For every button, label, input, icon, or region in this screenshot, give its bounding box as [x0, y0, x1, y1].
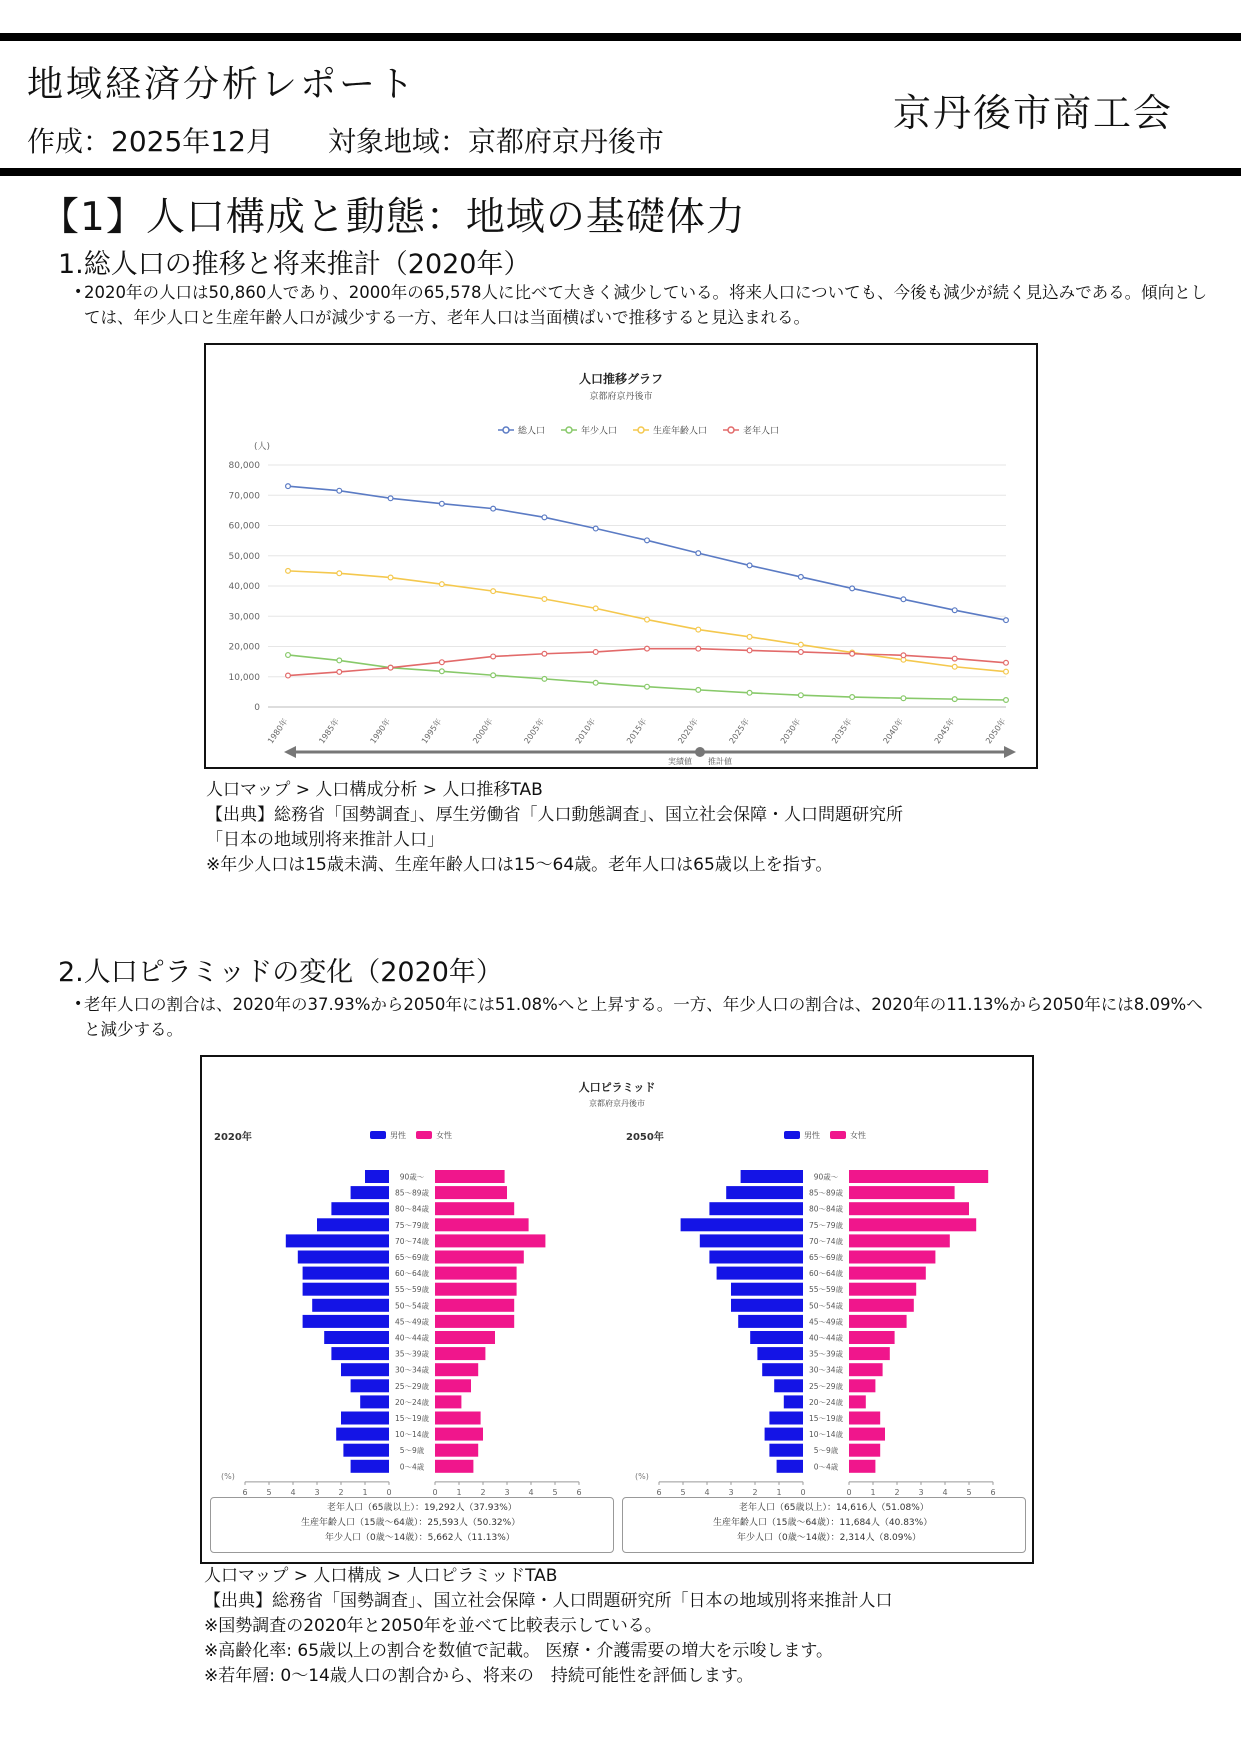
created-date: 作成：2025年12月 — [27, 125, 274, 158]
x-axis-unit: (%) — [221, 1471, 235, 1481]
age-group-label: 5～9歳 — [813, 1446, 839, 1456]
age-group-label: 50～54歳 — [808, 1301, 844, 1311]
male-bar — [331, 1202, 389, 1215]
y-tick-label: 70,000 — [228, 491, 260, 502]
population-pyramid-chart-frame — [200, 1055, 1034, 1564]
data-point — [593, 650, 598, 655]
chart-subtitle: 京都府京丹後市 — [589, 392, 653, 402]
data-point — [286, 484, 291, 489]
female-bar — [849, 1234, 950, 1247]
female-bar — [435, 1363, 478, 1376]
x-tick-label: 2 — [894, 1487, 900, 1497]
female-bar — [435, 1460, 473, 1473]
data-point — [645, 646, 650, 651]
stats-box-2050 — [622, 1497, 1026, 1553]
x-tick-label: 2050年 — [983, 716, 1008, 746]
data-point — [952, 656, 957, 661]
part2-bullet-text: 老年人口の割合は、2020年の37.93%から2050年には51.08%へと上昇する。一方、年少人口の割合は、2020年の11.13%から2050年には8.09%へと減少する。 — [84, 995, 1203, 1039]
female-bar — [435, 1379, 471, 1392]
population-trend-chart-frame — [204, 343, 1038, 769]
x-tick-label: 1990年 — [368, 716, 393, 746]
data-point — [798, 693, 803, 698]
legend-label: 老年人口 — [743, 426, 780, 437]
population-trend-chart — [206, 345, 1036, 767]
data-point — [747, 563, 752, 568]
legend-label: 総人口 — [518, 426, 546, 437]
source-line: 【出典】総務省「国勢調査」、厚生労働省「人口動態調査」、国立社会保障・人口問題研究所 — [206, 805, 903, 825]
data-point — [388, 665, 393, 670]
male-bar — [303, 1267, 389, 1280]
stat-working-2020: 生産年齢人口（15歳～64歳）：25,593人（50.32%） — [301, 1518, 521, 1528]
male-bar — [717, 1267, 803, 1280]
x-tick-label: 1 — [870, 1487, 876, 1497]
male-bar — [341, 1363, 389, 1376]
legend-female-swatch — [416, 1131, 432, 1139]
x-tick-label: 1980年 — [265, 716, 290, 746]
male-bar — [741, 1170, 803, 1183]
timeline-divider-marker — [695, 747, 705, 757]
data-point — [850, 651, 855, 656]
female-bar — [849, 1170, 988, 1183]
x-tick-label: 0 — [432, 1487, 438, 1497]
x-tick-label: 2035年 — [830, 716, 854, 746]
data-point — [747, 690, 752, 695]
age-group-label: 40～44歳 — [394, 1333, 430, 1343]
male-bar — [365, 1170, 389, 1183]
age-group-label: 90歳～ — [813, 1172, 839, 1182]
part1-title: 1.総人口の推移と将来推計（2020年） — [58, 249, 531, 280]
timeline-forecast-label: 推計値 — [708, 757, 732, 766]
data-point — [798, 650, 803, 655]
female-bar — [849, 1412, 880, 1425]
age-group-label: 30～34歳 — [394, 1365, 430, 1375]
data-point — [798, 575, 803, 580]
data-point — [286, 673, 291, 678]
legend-male-swatch — [370, 1131, 386, 1139]
timeline-right-arrow-icon — [1004, 746, 1016, 758]
age-group-label: 55～59歳 — [808, 1285, 844, 1295]
y-tick-label: 20,000 — [228, 642, 260, 653]
source-line: ※国勢調査の2020年と2050年を並べて比較表示している。 — [204, 1616, 662, 1636]
x-tick-label: 2010年 — [573, 716, 598, 746]
data-point — [542, 597, 547, 602]
female-bar — [849, 1428, 885, 1441]
male-bar — [777, 1460, 803, 1473]
male-bar — [360, 1395, 389, 1408]
x-tick-label: 2000年 — [471, 716, 495, 746]
y-tick-label: 50,000 — [228, 551, 260, 562]
panel-year-label: 2020年 — [214, 1132, 252, 1143]
age-group-label: 10～14歳 — [394, 1430, 430, 1440]
male-bar — [351, 1460, 389, 1473]
female-bar — [849, 1379, 875, 1392]
data-point — [439, 582, 444, 587]
data-point — [491, 506, 496, 511]
source-line: ※高齢化率: 65歳以上の割合を数値で記載。 医療・介護需要の増大を示唆します。 — [204, 1641, 834, 1661]
data-point — [286, 568, 291, 573]
data-point — [696, 627, 701, 632]
age-group-label: 60～64歳 — [394, 1269, 430, 1279]
x-tick-label: 5 — [552, 1487, 558, 1497]
x-tick-label: 4 — [528, 1487, 534, 1497]
legend-female-label: 女性 — [850, 1131, 866, 1140]
female-bar — [435, 1267, 517, 1280]
female-bar — [435, 1331, 495, 1344]
x-tick-label: 3 — [728, 1487, 734, 1497]
x-tick-label: 3 — [918, 1487, 924, 1497]
legend-male-label: 男性 — [804, 1131, 820, 1140]
age-group-label: 35～39歳 — [808, 1349, 844, 1359]
organization-name: 京丹後市商工会 — [893, 91, 1174, 135]
female-bar — [849, 1395, 866, 1408]
x-tick-label: 2 — [752, 1487, 758, 1497]
bullet-icon: • — [74, 996, 83, 1012]
female-bar — [435, 1202, 514, 1215]
age-group-label: 85～89歳 — [394, 1188, 430, 1198]
data-point — [747, 634, 752, 639]
age-group-label: 15～19歳 — [808, 1414, 844, 1423]
female-bar — [435, 1251, 524, 1264]
x-tick-label: 2040年 — [881, 716, 906, 746]
x-tick-label: 2005年 — [522, 716, 547, 746]
male-bar — [303, 1315, 389, 1328]
male-bar — [762, 1363, 803, 1376]
age-group-label: 65～69歳 — [808, 1253, 844, 1262]
data-point — [388, 575, 393, 580]
legend-label: 年少人口 — [581, 426, 618, 437]
female-bar — [435, 1299, 514, 1312]
part2-bullet — [74, 992, 1214, 1042]
data-point — [593, 606, 598, 611]
data-point — [593, 526, 598, 531]
age-group-label: 50～54歳 — [394, 1301, 430, 1311]
data-point — [1004, 660, 1009, 665]
data-point — [337, 571, 342, 576]
source-line: ※若年層: 0～14歳人口の割合から、将来の 持続可能性を評価します。 — [204, 1666, 754, 1686]
female-bar — [849, 1283, 916, 1296]
age-group-label: 35～39歳 — [394, 1349, 430, 1359]
x-tick-label: 6 — [656, 1487, 662, 1497]
male-bar — [336, 1428, 389, 1441]
x-tick-label: 2 — [338, 1487, 344, 1497]
data-point — [337, 670, 342, 675]
age-group-label: 40～44歳 — [808, 1333, 844, 1343]
x-tick-label: 2030年 — [778, 716, 803, 746]
age-group-label: 75～79歳 — [808, 1220, 844, 1230]
female-bar — [849, 1186, 955, 1199]
x-tick-label: 3 — [314, 1487, 320, 1497]
male-bar — [317, 1218, 389, 1231]
data-point — [901, 696, 906, 701]
age-group-label: 90歳～ — [399, 1172, 425, 1182]
age-group-label: 70～74歳 — [394, 1236, 430, 1246]
x-tick-label: 4 — [942, 1487, 948, 1497]
data-point — [439, 660, 444, 665]
data-point — [645, 684, 650, 689]
x-tick-label: 4 — [704, 1487, 710, 1497]
x-tick-label: 2020年 — [676, 716, 700, 746]
x-tick-label: 6 — [990, 1487, 996, 1497]
report-title: 地域経済分析レポート — [27, 64, 418, 105]
male-bar — [351, 1186, 389, 1199]
female-bar — [849, 1267, 926, 1280]
female-bar — [435, 1218, 529, 1231]
y-tick-label: 80,000 — [228, 461, 260, 471]
data-point — [1004, 618, 1009, 623]
female-bar — [849, 1347, 890, 1360]
data-point — [696, 687, 701, 692]
stat-young-2050: 年少人口（0歳～14歳）：2,314人（8.09%） — [737, 1533, 922, 1543]
header-bottom-rule — [0, 168, 1241, 176]
x-tick-label: 1 — [456, 1487, 462, 1497]
x-tick-label: 0 — [800, 1487, 806, 1497]
female-bar — [849, 1251, 935, 1264]
panel-year-label: 2050年 — [626, 1132, 664, 1143]
male-bar — [681, 1218, 803, 1231]
chart-subtitle: 京都府京丹後市 — [589, 1099, 645, 1108]
female-bar — [435, 1428, 483, 1441]
series-line — [288, 655, 1006, 700]
data-point — [850, 586, 855, 591]
x-tick-label: 1985年 — [317, 716, 341, 746]
age-group-label: 60～64歳 — [808, 1269, 844, 1279]
data-point — [952, 697, 957, 702]
male-bar — [709, 1251, 803, 1264]
age-group-label: 45～49歳 — [808, 1317, 844, 1327]
x-tick-label: 1 — [362, 1487, 368, 1497]
male-bar — [731, 1299, 803, 1312]
source-line: 人口マップ > 人口構成 > 人口ピラミッドTAB — [204, 1566, 558, 1586]
age-group-label: 70～74歳 — [808, 1236, 844, 1246]
source-line: 【出典】総務省「国勢調査」、国立社会保障・人口問題研究所「日本の地域別将来推計人口 — [204, 1591, 893, 1611]
age-group-label: 80～84歳 — [808, 1204, 844, 1214]
female-bar — [435, 1315, 514, 1328]
data-point — [542, 515, 547, 520]
male-bar — [731, 1283, 803, 1296]
data-point — [696, 551, 701, 556]
male-bar — [298, 1251, 389, 1264]
male-bar — [331, 1347, 389, 1360]
age-group-label: 75～79歳 — [394, 1220, 430, 1230]
x-tick-label: 2045年 — [932, 716, 957, 746]
part2-title: 2.人口ピラミッドの変化（2020年） — [58, 957, 503, 988]
data-point — [286, 653, 291, 658]
female-bar — [849, 1218, 976, 1231]
male-bar — [784, 1395, 803, 1408]
header-top-rule — [0, 33, 1241, 41]
age-group-label: 30～34歳 — [808, 1365, 844, 1375]
x-tick-label: 6 — [576, 1487, 582, 1497]
data-point — [593, 680, 598, 685]
part2-source-notes — [204, 1564, 893, 1689]
data-point — [491, 654, 496, 659]
legend-label: 生産年齢人口 — [653, 426, 708, 437]
legend-male-swatch — [784, 1131, 800, 1139]
female-bar — [849, 1331, 895, 1344]
data-point — [1004, 698, 1009, 703]
x-tick-label: 1995年 — [419, 716, 444, 746]
female-bar — [849, 1202, 969, 1215]
age-group-label: 85～89歳 — [808, 1188, 844, 1198]
male-bar — [351, 1379, 389, 1392]
stat-elderly-2020: 老年人口（65歳以上）：19,292人（37.93%） — [327, 1503, 517, 1513]
male-bar — [341, 1412, 389, 1425]
x-tick-label: 6 — [242, 1487, 248, 1497]
female-bar — [849, 1363, 883, 1376]
legend-marker — [638, 427, 644, 433]
data-point — [952, 664, 957, 669]
male-bar — [738, 1315, 803, 1328]
age-group-label: 25～29歳 — [808, 1381, 844, 1391]
source-line: 「日本の地域別将来推計人口」 — [206, 830, 444, 850]
y-tick-label: 30,000 — [228, 612, 260, 623]
data-point — [337, 658, 342, 663]
population-pyramid-chart — [202, 1057, 1032, 1562]
timeline-actual-label: 実績値 — [668, 757, 692, 766]
legend-marker — [728, 427, 734, 433]
x-axis-unit: (%) — [635, 1471, 649, 1481]
y-axis-unit: (人) — [254, 442, 271, 452]
male-bar — [286, 1234, 389, 1247]
legend-female-swatch — [830, 1131, 846, 1139]
age-group-label: 20～24歳 — [808, 1397, 844, 1407]
part1-bullet — [74, 280, 1214, 330]
age-group-label: 25～29歳 — [394, 1381, 430, 1391]
data-point — [901, 597, 906, 602]
stat-elderly-2050: 老年人口（65歳以上）：14,616人（51.08%） — [739, 1503, 929, 1513]
female-bar — [849, 1444, 880, 1457]
chart-title: 人口ピラミッド — [578, 1081, 656, 1094]
y-tick-label: 40,000 — [228, 582, 260, 592]
female-bar — [849, 1299, 914, 1312]
data-point — [337, 488, 342, 493]
male-bar — [700, 1234, 803, 1247]
x-tick-label: 3 — [504, 1487, 510, 1497]
male-bar — [769, 1412, 803, 1425]
source-line: 人口マップ > 人口構成分析 > 人口推移TAB — [206, 780, 543, 800]
male-bar — [303, 1283, 389, 1296]
male-bar — [757, 1347, 803, 1360]
male-bar — [709, 1202, 803, 1215]
female-bar — [435, 1444, 478, 1457]
stats-box-2020 — [210, 1497, 614, 1553]
female-bar — [435, 1283, 517, 1296]
legend-female-label: 女性 — [436, 1131, 452, 1140]
series-line — [288, 649, 1006, 676]
age-group-label: 10～14歳 — [808, 1430, 844, 1440]
male-bar — [750, 1331, 803, 1344]
data-point — [388, 496, 393, 501]
data-point — [491, 589, 496, 594]
bullet-icon: • — [74, 284, 83, 300]
female-bar — [435, 1412, 481, 1425]
legend-marker — [503, 427, 509, 433]
report-meta — [27, 120, 664, 160]
x-tick-label: 1 — [776, 1487, 782, 1497]
y-tick-label: 60,000 — [228, 521, 260, 532]
data-point — [645, 538, 650, 543]
female-bar — [849, 1460, 875, 1473]
target-region: 対象地域：京都府京丹後市 — [327, 125, 664, 158]
part1-source-notes — [206, 778, 903, 878]
age-group-label: 0～4歳 — [399, 1462, 425, 1472]
data-point — [542, 651, 547, 656]
male-bar — [774, 1379, 803, 1392]
male-bar — [765, 1428, 803, 1441]
data-point — [439, 501, 444, 506]
data-point — [542, 676, 547, 681]
age-group-label: 65～69歳 — [394, 1253, 430, 1262]
data-point — [952, 608, 957, 613]
age-group-label: 20～24歳 — [394, 1397, 430, 1407]
data-point — [901, 653, 906, 658]
male-bar — [726, 1186, 803, 1199]
x-tick-label: 2015年 — [624, 716, 649, 746]
female-bar — [435, 1186, 507, 1199]
y-tick-label: 10,000 — [228, 672, 260, 683]
age-group-label: 55～59歳 — [394, 1285, 430, 1295]
series-line — [288, 486, 1006, 620]
x-tick-label: 2 — [480, 1487, 486, 1497]
source-line: ※年少人口は15歳未満、生産年齢人口は15～64歳。老年人口は65歳以上を指す。 — [206, 855, 833, 875]
part1-bullet-text: 2020年の人口は50,860人であり、2000年の65,578人に比べて大きく減少している。将来人口についても、今後も減少が続く見込みである。傾向としては、年少人口と生産年齢人口が減少する一方、老年人口は当面横ばいで推移すると見込まれる。 — [84, 283, 1208, 327]
section-title: 【1】人口構成と動態：地域の基礎体力 — [40, 195, 746, 240]
legend-marker — [566, 427, 572, 433]
x-tick-label: 2025年 — [727, 716, 752, 746]
data-point — [747, 648, 752, 653]
age-group-label: 80～84歳 — [394, 1204, 430, 1214]
stat-young-2020: 年少人口（0歳～14歳）：5,662人（11.13%） — [325, 1533, 515, 1543]
x-tick-label: 5 — [266, 1487, 272, 1497]
timeline-left-arrow-icon — [284, 746, 296, 758]
x-tick-label: 5 — [966, 1487, 972, 1497]
data-point — [491, 673, 496, 678]
data-point — [439, 669, 444, 674]
data-point — [696, 646, 701, 651]
x-tick-label: 4 — [290, 1487, 296, 1497]
chart-title: 人口推移グラフ — [578, 372, 664, 386]
female-bar — [435, 1347, 485, 1360]
data-point — [645, 617, 650, 622]
data-point — [850, 695, 855, 700]
stat-working-2050: 生産年齢人口（15歳～64歳）：11,684人（40.83%） — [713, 1518, 933, 1528]
male-bar — [343, 1444, 389, 1457]
data-point — [798, 642, 803, 647]
female-bar — [435, 1395, 461, 1408]
x-tick-label: 0 — [846, 1487, 852, 1497]
age-group-label: 0～4歳 — [813, 1462, 839, 1472]
male-bar — [312, 1299, 389, 1312]
age-group-label: 15～19歳 — [394, 1414, 430, 1423]
y-tick-label: 0 — [254, 703, 260, 713]
age-group-label: 45～49歳 — [394, 1317, 430, 1327]
legend-male-label: 男性 — [390, 1131, 406, 1140]
data-point — [1004, 669, 1009, 674]
age-group-label: 5～9歳 — [399, 1446, 425, 1456]
x-tick-label: 5 — [680, 1487, 686, 1497]
female-bar — [435, 1170, 505, 1183]
female-bar — [849, 1315, 907, 1328]
male-bar — [769, 1444, 803, 1457]
x-tick-label: 0 — [386, 1487, 392, 1497]
female-bar — [435, 1234, 545, 1247]
male-bar — [324, 1331, 389, 1344]
